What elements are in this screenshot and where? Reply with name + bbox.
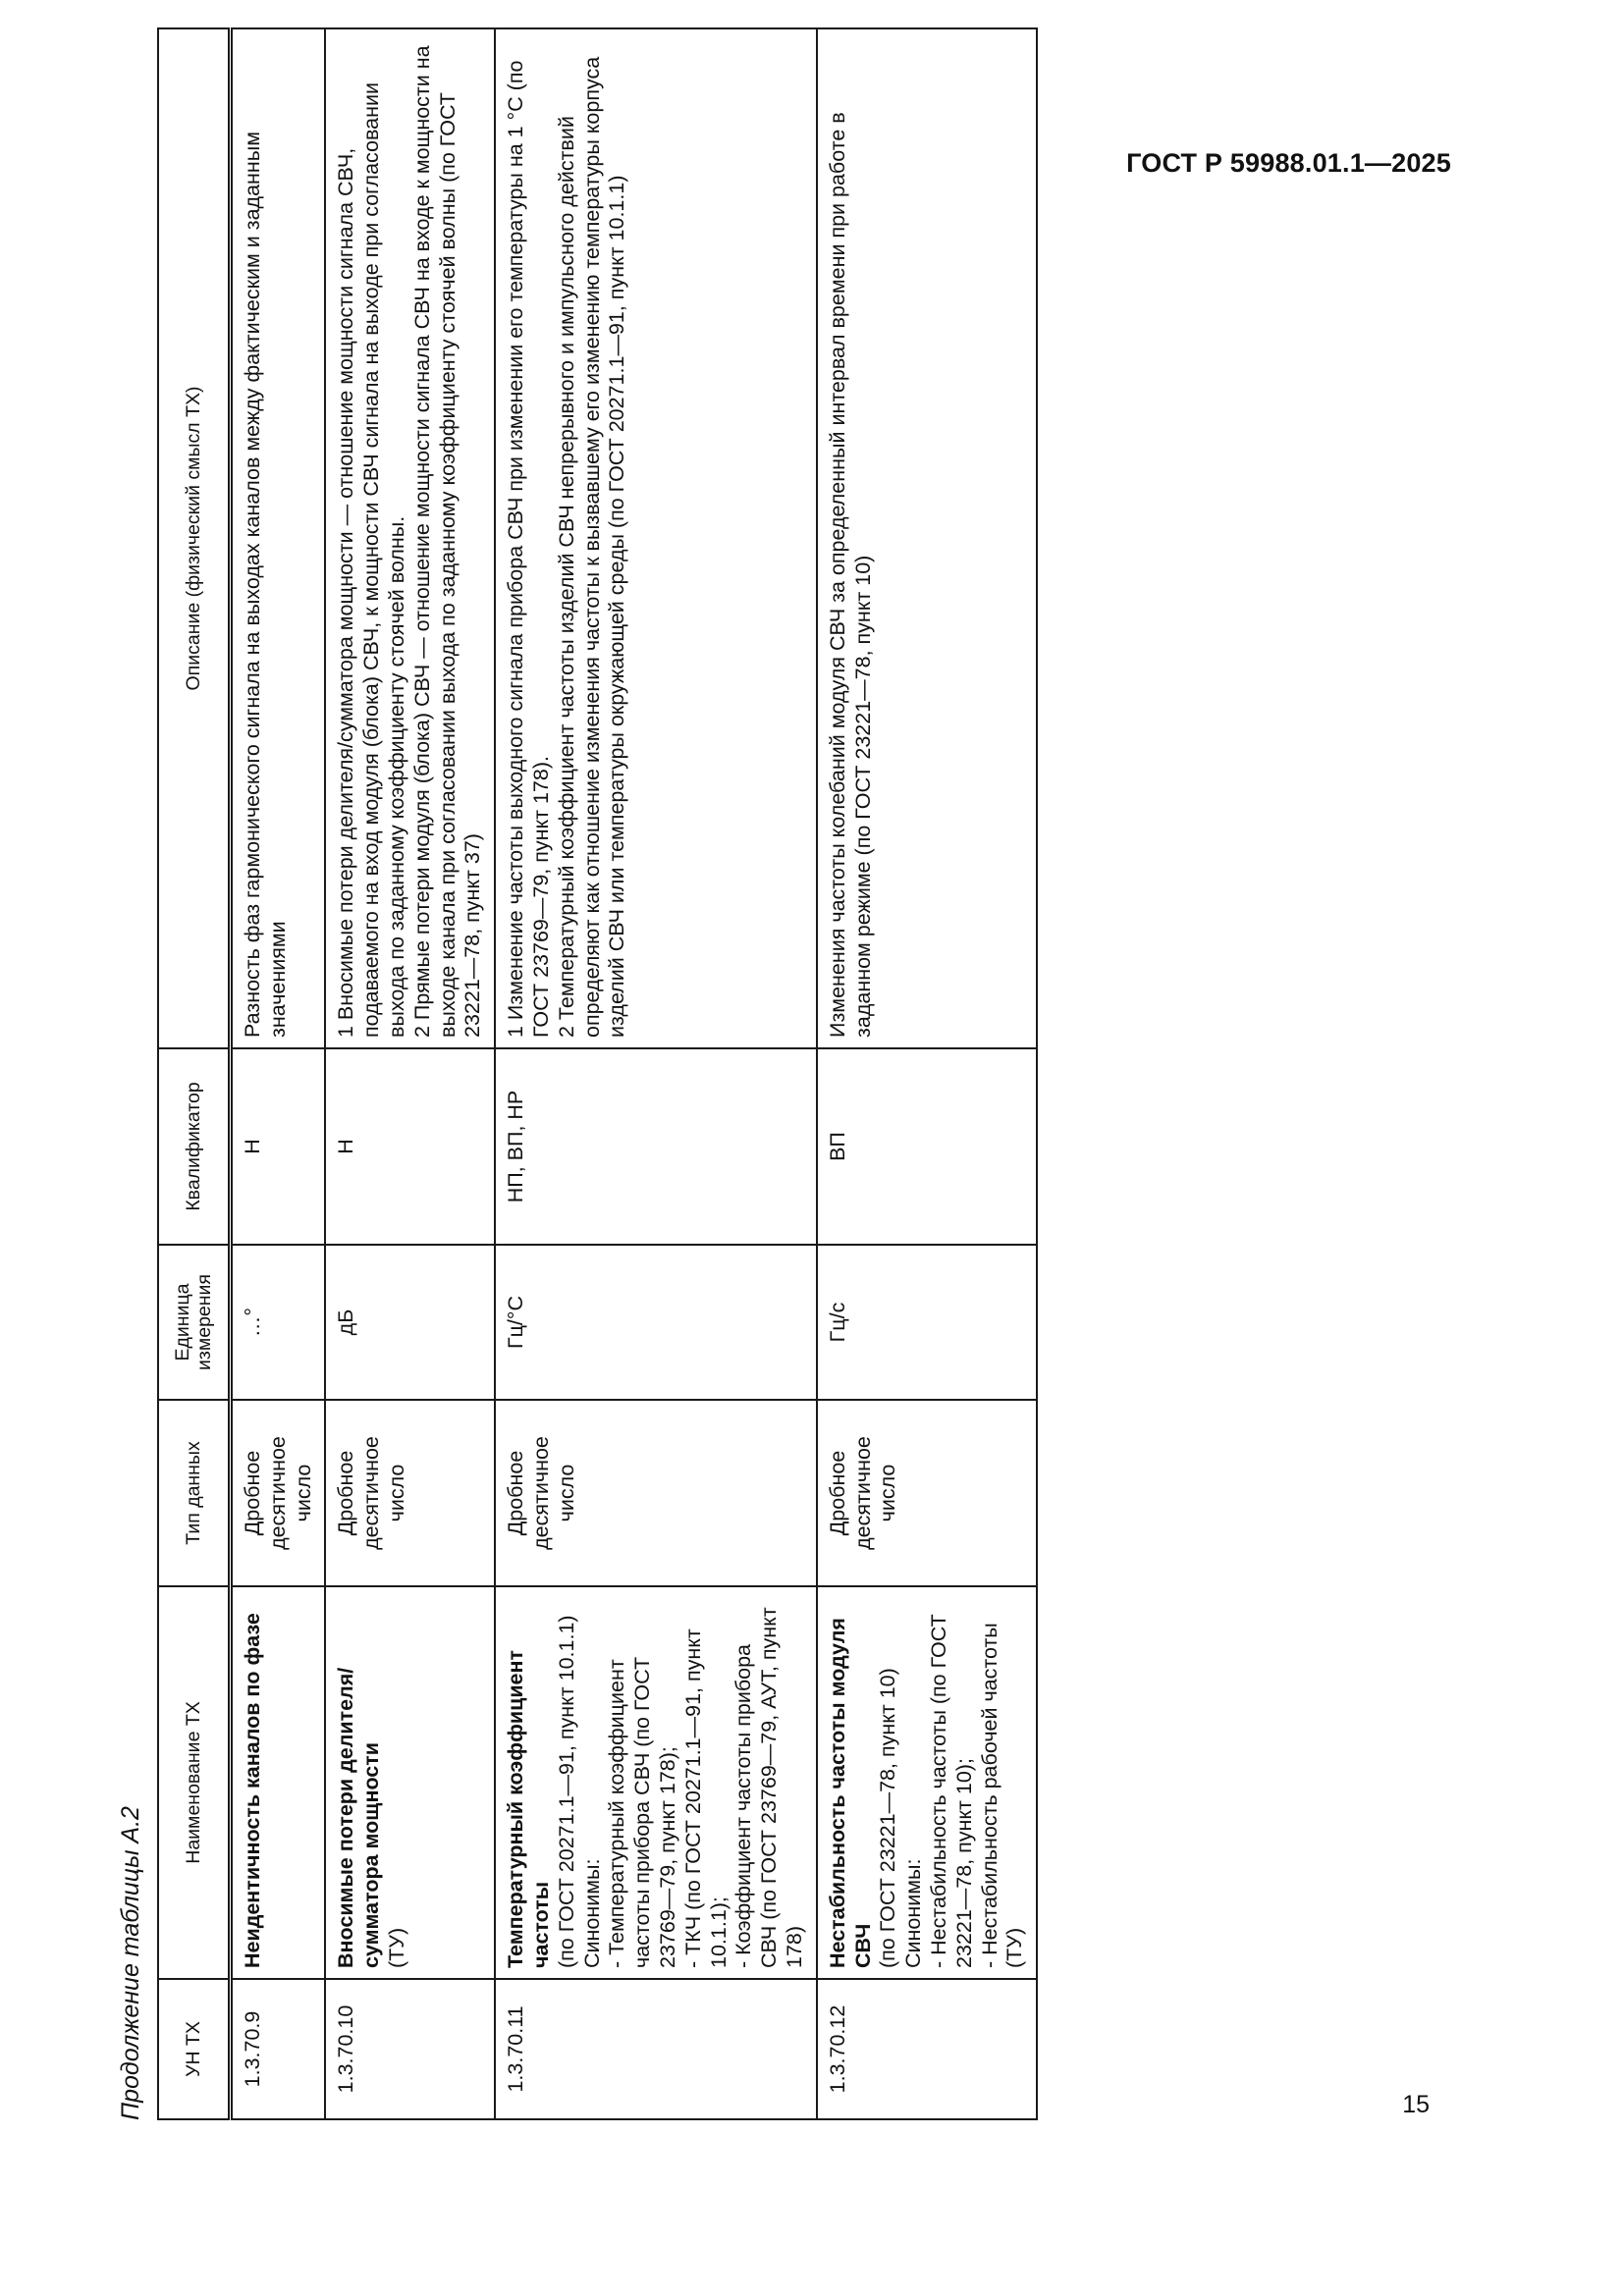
table-row (495, 28, 817, 2119)
cell-description (817, 28, 1037, 1048)
table-row (325, 28, 495, 2119)
name-detail-line: (ТУ) (384, 1927, 408, 1968)
name-detail-line: - Коэффициент частоты прибора СВЧ (по ГОСТ 23769—79, АУТ, пункт 178) (731, 1607, 806, 1968)
cell-unit: Гц/с (817, 1245, 1037, 1400)
cell-description (231, 28, 326, 1048)
description-paragraph: 1 Изменение частоты выходного сигнала прибора СВЧ при изменении его температуры на 1 °С (по ГОСТ 23769—79, пункт 178). (504, 60, 553, 1038)
name-detail-line: Синонимы: (901, 1858, 926, 1968)
cell-name (325, 1586, 495, 1979)
spec-table (157, 27, 1038, 2120)
table-body (231, 28, 1038, 2119)
description-paragraph: Изменения частоты колебаний модуля СВЧ за определенный интервал времени при работе в заданном режиме (по ГОСТ 23221—78, пункт 10) (825, 112, 875, 1038)
standard-header: ГОСТ Р 59988.01.1—2025 (1126, 148, 1451, 178)
name-title: Нестабильность частоты модуля СВЧ (825, 1618, 875, 1968)
cell-name (817, 1586, 1037, 1979)
table-header-row (158, 28, 231, 2119)
table-caption: Продолжение таблицы А.2 (117, 1806, 144, 2120)
name-title: Неидентичность каналов по фазе (241, 1613, 264, 1968)
cell-type: Дробное десятичное число (817, 1400, 1037, 1586)
cell-qualifier: НП, ВП, НР (495, 1048, 817, 1245)
name-detail-line: - Нестабильность рабочей частоты (ТУ) (977, 1623, 1027, 1968)
cell-unit: дБ (325, 1245, 495, 1400)
header-qualifier: Квалификатор (158, 1048, 231, 1245)
header-type: Тип данных (158, 1400, 231, 1586)
name-title: Температурный коэффициент частоты (504, 1649, 553, 1968)
cell-name (495, 1586, 817, 1979)
name-detail-line: (по ГОСТ 23221—78, пункт 10) (876, 1668, 900, 1968)
header-description: Описание (физический смысл ТХ) (158, 28, 231, 1048)
header-unit: Единица измерения (158, 1245, 231, 1400)
cell-type: Дробное десятичное число (495, 1400, 817, 1586)
name-detail-line: - ТКЧ (по ГОСТ 20271.1—91, пункт 10.1.1); (680, 1629, 731, 1968)
page-number: 15 (1402, 2091, 1430, 2118)
description-paragraph: 1 Вносимые потери делителя/сумматора мощности — отношение мощности сигнала СВЧ, подаваемого на вход модуля (блока) СВЧ, к мощности СВЧ сигнала на выходе при согласовании выхода по заданному коэффициенту стоячей волны. (334, 81, 408, 1038)
description-paragraph: Разность фаз гармонического сигнала на выходах каналов между фактическим и заданным значениями (241, 131, 290, 1038)
cell-id: 1.3.70.9 (231, 1979, 326, 2119)
cell-description (325, 28, 495, 1048)
name-title: Вносимые потери делителя/сумматора мощности (334, 1667, 384, 1968)
cell-qualifier: Н (231, 1048, 326, 1245)
name-detail-line: Синонимы: (579, 1858, 604, 1968)
cell-unit: Гц/°С (495, 1245, 817, 1400)
table-row (231, 28, 326, 2119)
cell-qualifier: ВП (817, 1048, 1037, 1245)
cell-name (231, 1586, 326, 1979)
name-detail-line: (по ГОСТ 20271.1—91, пункт 10.1.1) (554, 1615, 578, 1968)
description-paragraph: 2 Температурный коэффициент частоты изделий СВЧ непрерывного и импульсного действий определяют как отношение изменения частоты к вызвавшему его изменению температуры корпуса изделий СВЧ или температуры окружающей среды (по ГОСТ 20271.1—91, пункт 10.1.1) (554, 56, 629, 1038)
cell-type: Дробное десятичное число (231, 1400, 326, 1586)
cell-id: 1.3.70.11 (495, 1979, 817, 2119)
cell-type: Дробное десятичное число (325, 1400, 495, 1586)
header-name: Наименование ТХ (158, 1586, 231, 1979)
cell-id: 1.3.70.12 (817, 1979, 1037, 2119)
table-row (817, 28, 1037, 2119)
cell-qualifier: Н (325, 1048, 495, 1245)
rotated-table-area (113, 20, 1242, 2120)
name-detail-line: - Температурный коэффициент частоты прибора СВЧ (по ГОСТ 23769—79, пункт 178); (605, 1656, 679, 1968)
cell-unit: …° (231, 1245, 326, 1400)
cell-description (495, 28, 817, 1048)
description-paragraph: 2 Прямые потери модуля (блока) СВЧ — отношение мощности сигнала СВЧ на входе к мощности на выходе канала при согласовании выхода по заданному коэффициенту стоячей волны (по ГОСТ 23221—78, пункт 37) (409, 45, 485, 1038)
header-id: УН ТХ (158, 1979, 231, 2119)
name-detail-line: - Нестабильность частоты (по ГОСТ 23221—78, пункт 10); (926, 1614, 976, 1968)
cell-id: 1.3.70.10 (325, 1979, 495, 2119)
